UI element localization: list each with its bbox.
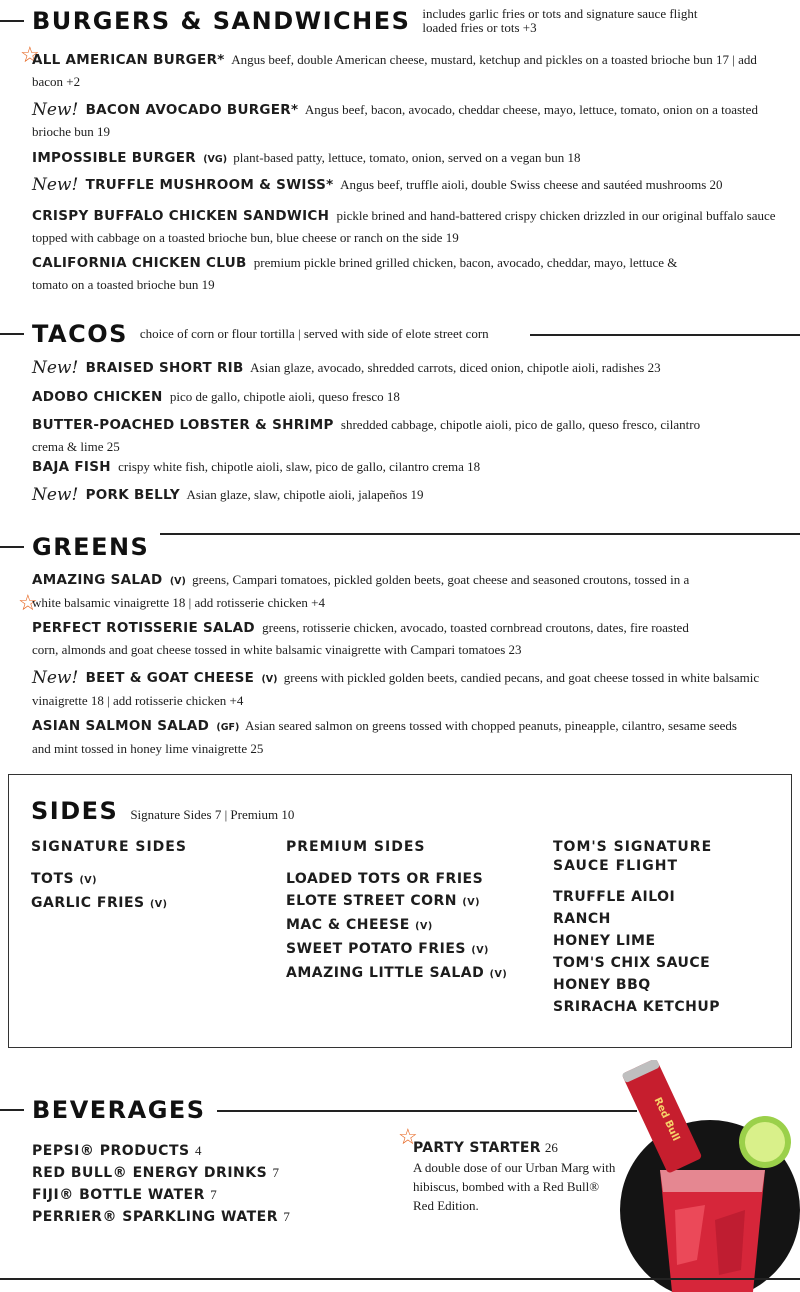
list-item: RED BULL® ENERGY DRINKS 7 xyxy=(32,1165,280,1181)
party-starter xyxy=(413,1138,623,1215)
greens-header xyxy=(0,533,149,561)
menu-item: New! BACON AVOCADO BURGER* Angus beef, bacon, avocado, cheddar cheese, mayo, lettuce, tomato, onion on a toasted brioche bun 19 xyxy=(32,100,758,139)
menu-item: PERFECT ROTISSERIE SALAD greens, rotisserie chicken, avocado, toasted cornbread croutons, dates, fire roasted corn, almonds and goat cheese tossed in white balsamic vinaigrette with Campari tomatoes 23 xyxy=(32,620,689,657)
section-note: includes garlic fries or tots and signature sauce flight loaded fries or tots +3 xyxy=(422,6,698,35)
list-item: HONEY BBQ xyxy=(553,977,651,993)
signature-sides-heading: SIGNATURE SIDES xyxy=(31,839,187,855)
list-item: FIJI® BOTTLE WATER 7 xyxy=(32,1187,218,1203)
tacos-header xyxy=(0,320,489,348)
menu-item: BUTTER-POACHED LOBSTER & SHRIMP shredded cabbage, chipotle aioli, pico de gallo, queso fresco, cilantro crema & lime 25 xyxy=(32,417,701,454)
list-item: RANCH xyxy=(553,911,611,927)
new-badge: New! xyxy=(32,100,79,120)
menu-item: AMAZING SALAD (V) greens, Campari tomatoes, pickled golden beets, goat cheese and seasoned croutons, tossed in a white balsamic vinaigrette 18 | add rotisserie chicken +4 xyxy=(32,572,690,610)
list-item: GARLIC FRIES (V) xyxy=(31,895,168,911)
party-starter-price: 26 xyxy=(544,1140,558,1155)
sauce-flight-list xyxy=(553,886,720,1018)
list-item: ELOTE STREET CORN (V) xyxy=(286,893,480,909)
section-title: TACOS xyxy=(32,320,128,348)
menu-item: ADOBO CHICKEN pico de gallo, chipotle aioli, queso fresco 18 xyxy=(32,389,400,405)
can-label: Red Bull xyxy=(651,1095,682,1143)
menu-item: CRISPY BUFFALO CHICKEN SANDWICH pickle brined and hand-battered crispy chicken drizzled in our original buffalo sauce topped with cabbage on a toasted brioche bun, blue cheese or ranch on the side 19 xyxy=(32,208,776,245)
menu-item: ALL AMERICAN BURGER* Angus beef, double American cheese, mustard, ketchup and pickles on a toasted brioche bun 17 | add bacon +2 xyxy=(32,52,757,89)
page-bottom-rule xyxy=(0,1278,800,1280)
list-item: AMAZING LITTLE SALAD (V) xyxy=(286,965,508,981)
section-title: SIDES xyxy=(31,797,119,825)
list-item: MAC & CHEESE (V) xyxy=(286,917,433,933)
section-note: choice of corn or flour tortilla | served with side of elote street corn xyxy=(139,326,489,341)
star-icon: ☆ xyxy=(18,590,38,615)
new-badge: New! xyxy=(32,175,79,195)
list-item: TOTS (V) xyxy=(31,871,98,887)
menu-item: IMPOSSIBLE BURGER (VG) plant-based patty, lettuce, tomato, onion, served on a vegan bun 18 xyxy=(32,150,581,166)
list-item: TRUFFLE AILOI xyxy=(553,889,676,905)
premium-sides-heading: PREMIUM SIDES xyxy=(286,839,426,855)
sauce-flight-heading: TOM'S SIGNATURE SAUCE FLIGHT xyxy=(553,839,713,874)
section-rule xyxy=(0,20,24,22)
menu-item: New! BRAISED SHORT RIB Asian glaze, avocado, shredded carrots, diced onion, chipotle aioli, radishes 23 xyxy=(32,358,661,378)
section-rule xyxy=(530,334,800,336)
star-icon: ☆ xyxy=(398,1124,418,1149)
burgers-header xyxy=(0,7,698,35)
list-item: TOM'S CHIX SAUCE xyxy=(553,955,711,971)
menu-item: ASIAN SALMON SALAD (GF) Asian seared salmon on greens tossed with chopped peanuts, pineapple, cilantro, sesame seeds and mint tossed in honey lime vinaigrette 25 xyxy=(32,718,737,756)
menu-item: CALIFORNIA CHICKEN CLUB premium pickle brined grilled chicken, bacon, avocado, cheddar, mayo, lettuce & tomato on a toasted brioche bun 19 xyxy=(32,255,678,292)
beverage-list xyxy=(32,1140,290,1228)
party-starter-desc: A double dose of our Urban Marg with hibiscus, bombed with a Red Bull® Red Edition. xyxy=(413,1160,616,1213)
list-item: SRIRACHA KETCHUP xyxy=(553,999,720,1015)
new-badge: New! xyxy=(32,668,79,688)
sides-box xyxy=(8,774,792,1048)
section-rule xyxy=(217,1110,637,1112)
party-starter-name: PARTY STARTER xyxy=(413,1140,541,1156)
section-note: Signature Sides 7 | Premium 10 xyxy=(130,807,295,822)
list-item: SWEET POTATO FRIES (V) xyxy=(286,941,489,957)
new-badge: New! xyxy=(32,485,79,505)
drink-photo xyxy=(615,1060,800,1292)
menu-item: BAJA FISH crispy white fish, chipotle aioli, slaw, pico de gallo, cilantro crema 18 xyxy=(32,459,481,475)
star-icon: ☆ xyxy=(20,42,40,67)
beverages-header xyxy=(0,1096,206,1124)
menu-item: New! PORK BELLY Asian glaze, slaw, chipotle aioli, jalapeños 19 xyxy=(32,485,424,505)
menu-item: New! TRUFFLE MUSHROOM & SWISS* Angus beef, truffle aioli, double Swiss cheese and sautéed mushrooms 20 xyxy=(32,175,723,195)
section-rule xyxy=(0,1109,24,1111)
section-rule xyxy=(0,546,24,548)
premium-sides-list xyxy=(286,868,510,986)
sides-header xyxy=(31,797,294,825)
list-item: HONEY LIME xyxy=(553,933,656,949)
section-title: GREENS xyxy=(32,533,150,561)
section-rule xyxy=(0,333,24,335)
section-title: BURGERS & SANDWICHES xyxy=(32,7,411,35)
list-item: LOADED TOTS OR FRIES xyxy=(286,871,484,887)
section-rule xyxy=(160,533,800,535)
section-title: BEVERAGES xyxy=(32,1096,206,1124)
list-item: PERRIER® SPARKLING WATER 7 xyxy=(32,1209,291,1225)
signature-sides-list xyxy=(31,868,171,916)
list-item: PEPSI® PRODUCTS 4 xyxy=(32,1143,202,1159)
menu-item: New! BEET & GOAT CHEESE (V) greens with pickled golden beets, candied pecans, and goat cheese tossed in white balsamic vinaigrette 18 | add rotisserie chicken +4 xyxy=(32,668,760,708)
new-badge: New! xyxy=(32,358,79,378)
